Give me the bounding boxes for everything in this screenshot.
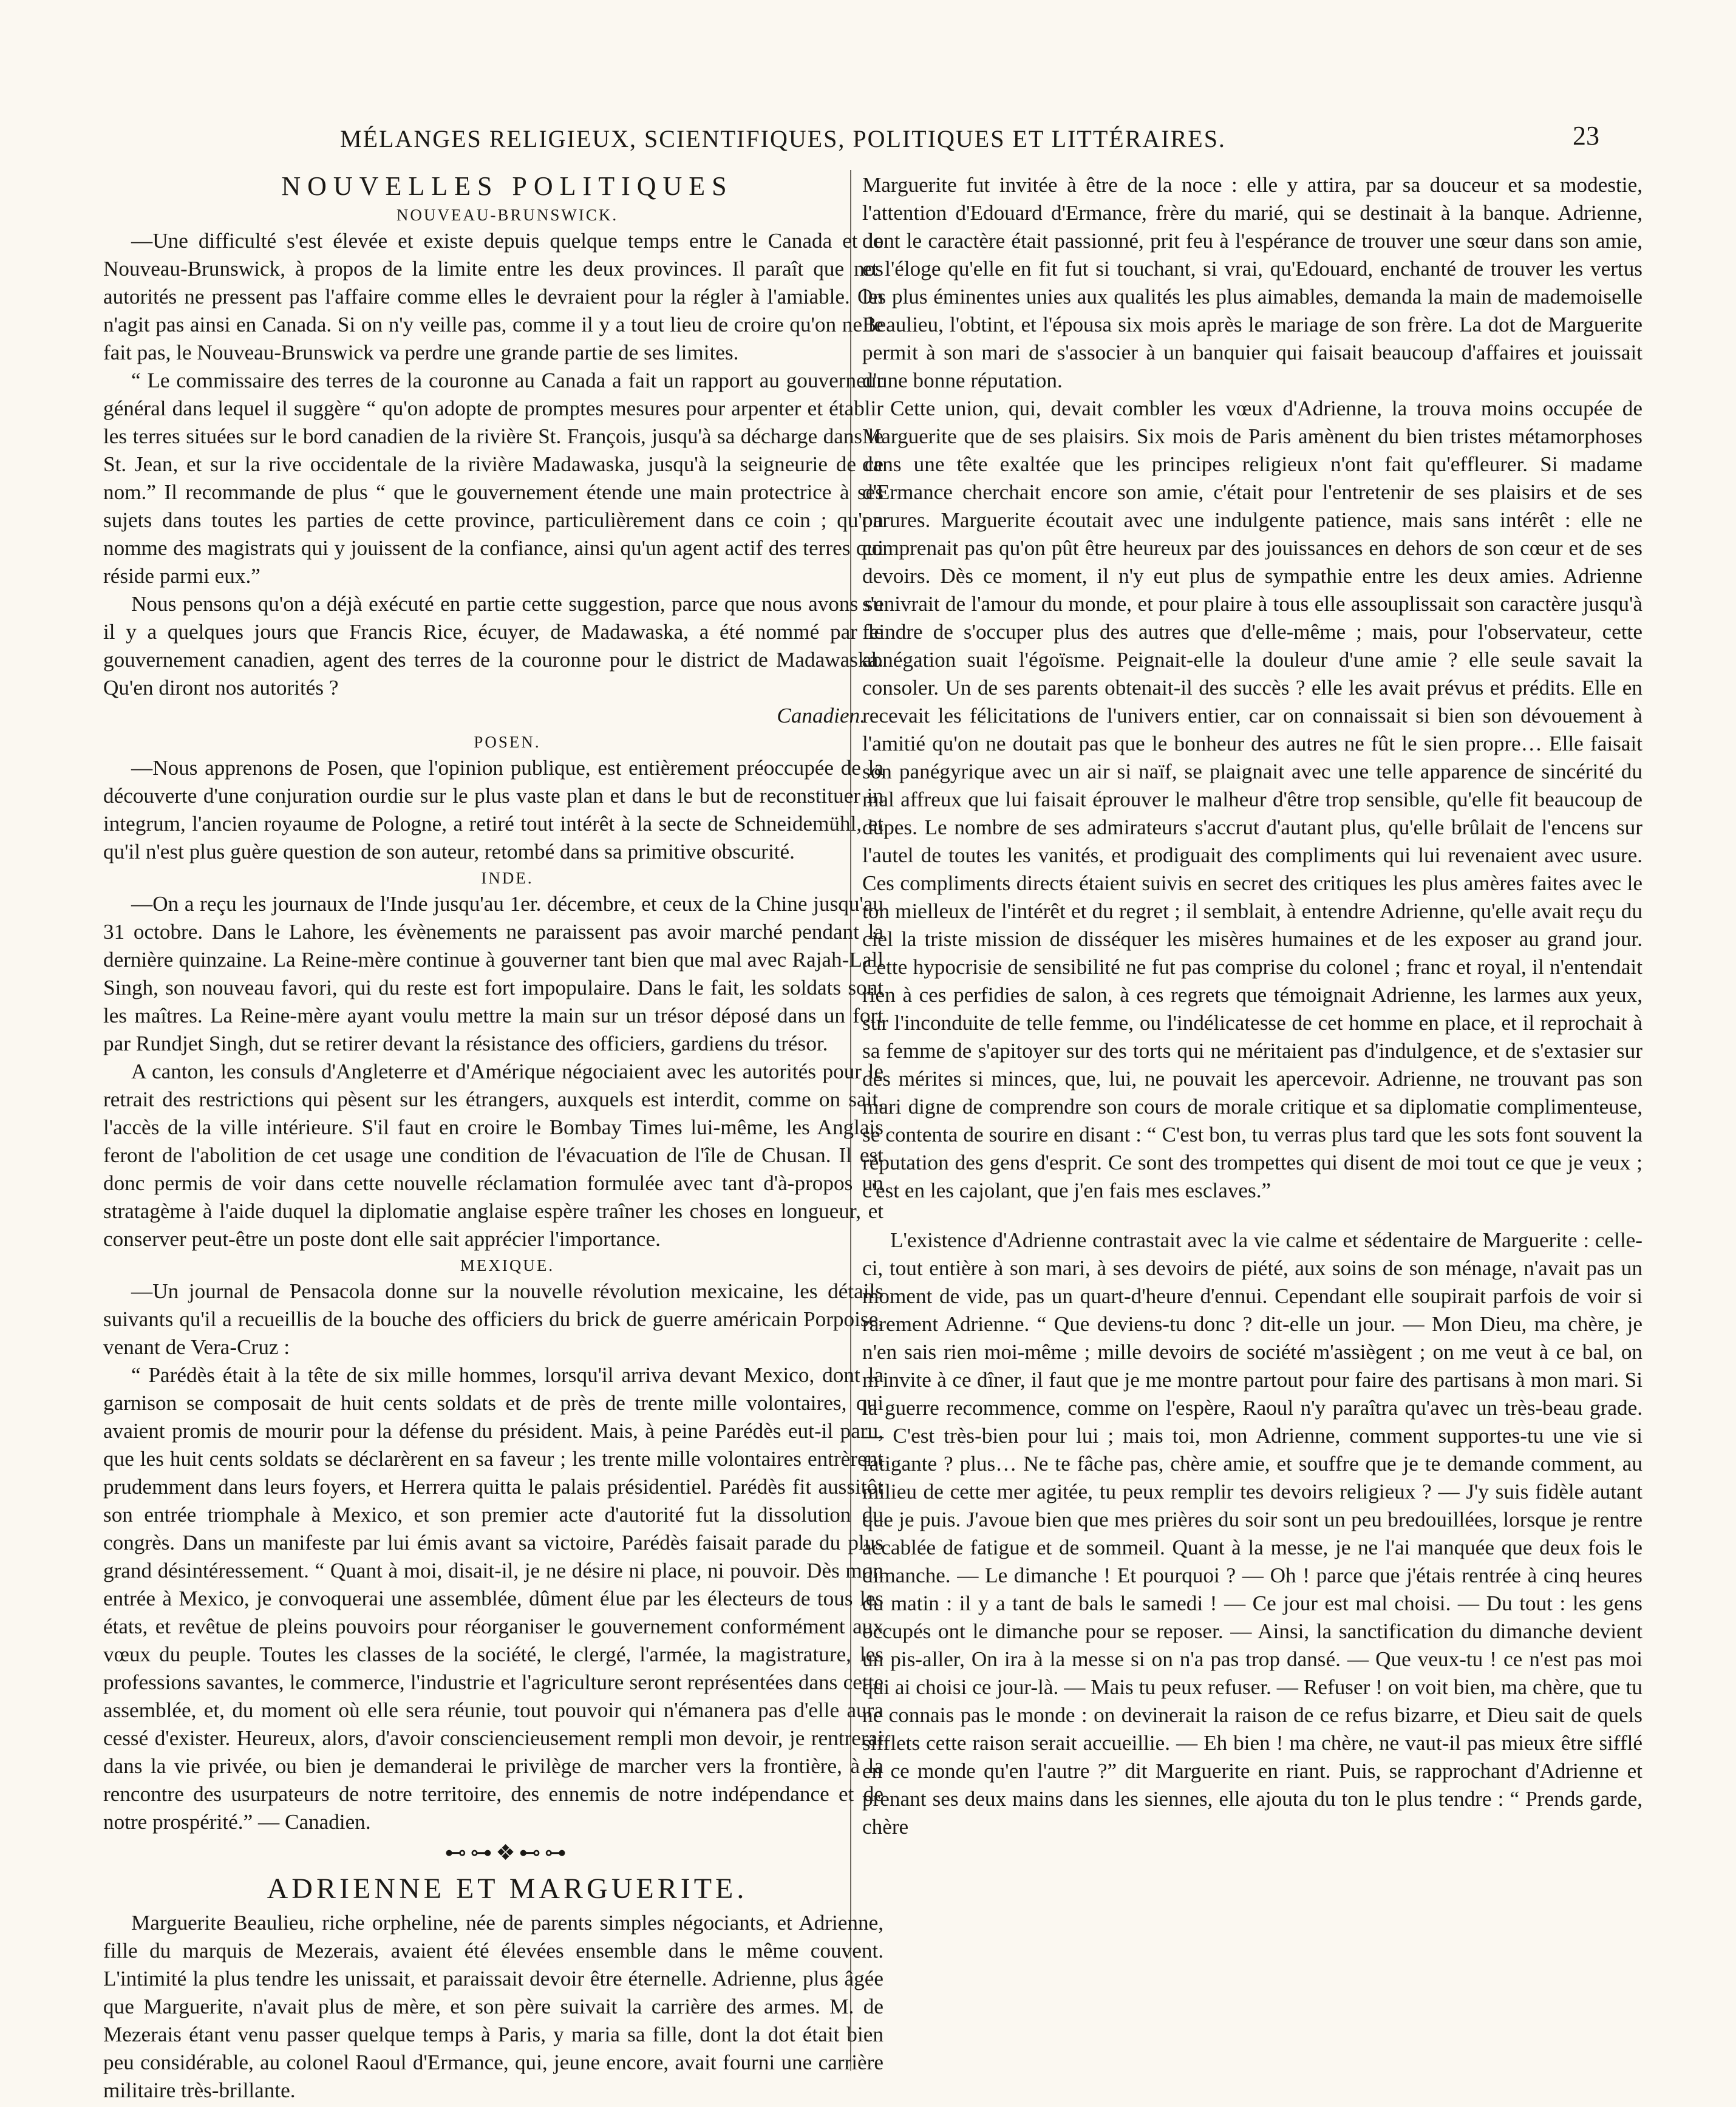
story-paragraph-2: Marguerite fut invitée à être de la noce : elle y attira, par sa douceur et sa modestie, l'attention d'Edouard d'Ermance, frère du marié, qui se destinait à la banque. Adrienne, dont le caractère était passionné, prit feu à l'espérance de trouver une sœur dans son amie, et l'éloge qu'elle en fit fut si touchant, si vrai, qu'Edouard, enchanté de trouver les vertus les plus éminentes unies aux qualités les plus aimables, demanda la main de mademoiselle Beaulieu, l'obtint, et l'épousa six mois après le mariage de son frère. La dot de Marguerite permit à son mari de s'associer à un banquier qui faisait beaucoup d'affaires et jouissait d'une bonne réputation. [862, 173, 1642, 392]
nb-paragraph-3: Nous pensons qu'on a déjà exécuté en partie cette suggestion, parce que nous avons su il y a quelques jours que Francis Rice, écuyer, de Madawaska, a été nommé par le gouvernement canadien, agent des terres de la couronne pour le district de Madawaska. Qu'en diront nos autorités ? [103, 592, 883, 699]
story-paragraph-3: Cette union, qui, devait combler les vœux d'Adrienne, la trouva moins occupée de Marguerite que de ses plaisirs. Six mois de Paris amènent du bien tristes métamorphoses dans une tête exaltée que les principes religieux n'ont fait qu'effleurer. Si madame d'Ermance cherchait encore son amie, c'était pour l'entretenir de ses plaisirs et de ses parures. Marguerite écoutait avec une indulgente patience, mais sans intérêt : elle ne comprenait pas qu'on pût être heureux par des jouissances en dehors de son cœur et de ses devoirs. Dès ce moment, il n'y eut plus de sympathie entre les deux amies. Adrienne s'enivrait de l'amour du monde, et pour plaire à tous elle assouplissait son caractère jusqu'à feindre de s'occuper plus des autres que d'elle-même ; mais, pour l'observateur, cette abnégation suait l'égoïsme. Peignait-elle la douleur d'une amie ? elle seule savait la consoler. Un de ses parents obtenait-il des succès ? elle les avait prévus et prédits. Elle en recevait les félicitations de l'univers entier, car on connaissait si bien son dévouement à l'amitié qu'on ne doutait pas que le bonheur des autres ne fût le sien propre… Elle faisait son panégyrique avec un air si naïf, se plaignait avec une telle apparence de sincérité du mal affreux que lui faisait éprouver le malheur d'être trop sensible, qu'elle fit beaucoup de dupes. Le nombre de ses admirateurs s'accrut d'autant plus, qu'elle brûlait de l'encens sur l'autel de toutes les vanités, et prodiguait des compliments qui lui revenaient avec usure. Ces compliments directs étaient suivis en secret des critiques les plus amères faites avec le ton mielleux de l'intérêt et du regret ; il semblait, à entendre Adrienne, qu'elle avait reçu du ciel la triste mission de disséquer les misères humaines et de les exposer au grand jour. Cette hypocrisie de sensibilité ne fut pas comprise du colonel ; franc et royal, il n'entendait rien à ces perfidies de salon, à ces regrets que témoignait Adrienne, les larmes aux yeux, sur l'inconduite de telle femme, ou l'indélicatesse de cet homme en place, et il reprochait à sa femme de s'apitoyer sur des torts qui ne méritaient pas d'indulgence, et de s'extasier sur des mérites si minces, que, lui, ne pouvait les apercevoir. Adrienne, ne trouvant pas son mari digne de comprendre son cours de morale critique et sa diplomatie complimenteuse, se contenta de sourire en disant : “ C'est bon, tu verras plus tard que les sots font souvent la réputation des gens d'esprit. Ce sont des trompettes qui disent de moi tout ce que je veux ; c'est en les cajolant, que j'en fais mes esclaves.” [862, 397, 1642, 1202]
nb-signature: Canadien. [777, 704, 865, 727]
nb-paragraph-2: “ Le commissaire des terres de la couronne au Canada a fait un rapport au gouverneur général dans lequel il suggère “ qu'on adopte de promptes mesures pour arpenter et établir les terres situées sur le bord canadien de la rivière St. François, jusqu'à sa décharge dans le St. Jean, et sur la rive occidentale de la rivière Madawaska, jusqu'à la seigneurie de ce nom.” Il recommande de plus “ que le gouvernement étende une main protectrice à ses sujets dans toutes les parties de cette province, particulièrement dans ce coin ; qu'on nomme des magistrats qui y jouissent de la confiance, ainsi qu'un agent actif des terres qui réside parmi eux.” [103, 369, 883, 588]
nb-paragraph-1: —Une difficulté s'est élevée et existe depuis quelque temps entre le Canada et le Nouveau-Brunswick, à propos de la limite entre les deux provinces. Il paraît que nos autorités ne pressent pas l'affaire comme elles le devraient pour la régler à l'amiable. On n'agit pas ainsi en Canada. Si on n'y veille pas, comme il y a tout lieu de croire qu'on ne le fait pas, le Nouveau-Brunswick va perdre une grande partie de ses limites. [103, 229, 883, 364]
story-title: ADRIENNE ET MARGUERITE. [267, 1873, 748, 1905]
inde-paragraph-2: A canton, les consuls d'Angleterre et d'Amérique négociaient avec les autorités pour le retrait des restrictions qui pèsent sur les étrangers, auxquels est interdit, comme on sait, l'accès de la ville intérieure. S'il faut en croire le Bombay Times lui-même, les Anglais feront de l'abolition de cet usage une condition de l'évacuation de l'île de Chusan. Il est donc permis de voir dans cette nouvelle réclamation formulée avec tant d'à-propos un stratagème à l'aide duquel la diplomatie anglaise espère traîner les choses en longueur, et conserver peut-être un poste dont elle sait apprécier l'importance. [103, 1060, 883, 1251]
story-paragraph-1: Marguerite Beaulieu, riche orpheline, née de parents simples négociants, et Adrienne, fille du marquis de Mezerais, avaient été élevées ensemble dans le même couvent. L'intimité la plus tendre les unissait, et paraissait devoir être éternelle. Adrienne, plus âgée que Marguerite, n'avait plus de mère, et son père suivait la carrière des armes. M. de Mezerais étant venu passer quelque temps à Paris, y maria sa fille, dont la dot était bien peu considérable, au colonel Raoul d'Ermance, qui, jeune encore, avait fourni une carrière militaire très-brillante. [103, 1911, 883, 2102]
mexique-heading: MEXIQUE. [460, 1256, 555, 1275]
right-column [862, 171, 1642, 2090]
posen-paragraph: —Nous apprenons de Posen, que l'opinion publique, est entièrement préoccupée de la découverte d'une conjuration ourdie sur le plus vaste plan et dans le but de reconstituer in integrum, l'ancien royaume de Pologne, a retiré tout intérêt à la secte de Schneidemühl, et qu'il n'est plus guère question de son auteur, retombé dans sa primitive obscurité. [103, 756, 883, 863]
inde-heading: INDE. [481, 869, 534, 887]
story-paragraph-4: L'existence d'Adrienne contrastait avec la vie calme et sédentaire de Marguerite : celle-ci, tout entière à son mari, à ses devoirs de piété, aux soins de son ménage, n'avait pas un moment de vide, pas un quart-d'heure d'ennui. Cependant elle soupirait parfois de voir si rarement Adrienne. “ Que deviens-tu donc ? dit-elle un jour. — Mon Dieu, ma chère, je n'en sais rien moi-même ; mille devoirs de société m'assiègent ; on me veut à ce bal, on m'invite à ce dîner, il faut que je me montre partout pour faire des partisans à mon mari. Si la guerre recommence, comme on l'espère, Raoul n'y paraîtra qu'avec un très-beau grade. — C'est très-bien pour lui ; mais toi, mon Adrienne, comment supportes-tu une vie si fatigante ? plus… Ne te fâche pas, chère amie, et souffre que je te demande comment, au milieu de cette mer agitée, tu peux remplir tes devoirs religieux ? — J'y suis fidèle autant que je puis. J'avoue bien que mes prières du soir sont un peu bredouillées, lorsque je rentre accablée de fatigue et de sommeil. Quant à la messe, je ne l'ai manquée que deux fois le dimanche. — Le dimanche ! Et pourquoi ? — Oh ! parce que j'étais rentrée à cinq heures du matin : il y a tant de bals le samedi ! — Ce jour est mal choisi. — Du tout : les gens occupés ont le dimanche pour se reposer. — Ainsi, la sanctification du dimanche devient un pis-aller, On ira à la messe si on n'a pas trop dansé. — Que veux-tu ! ce n'est pas moi qui ai choisi ce jour-là. — Mais tu peux refuser. — Refuser ! on voit bien, ma chère, que tu ne connais pas le monde : on devinerait la raison de ce refus bizarre, et Dieu sait de quels sifflets cette raison serait accueillie. — Eh bien ! ma chère, ne vaut-il pas mieux être sifflé en ce monde qu'en l'autre ?” dit Marguerite en riant. Puis, se rapprochant d'Adrienne et prenant ses deux mains dans les siennes, elle ajouta du ton le plus tendre : “ Prends garde, chère [862, 1228, 1642, 1839]
left-column [103, 170, 883, 2102]
inde-paragraph-1: —On a reçu les journaux de l'Inde jusqu'au 1er. décembre, et ceux de la Chine jusqu'au 31 octobre. Dans le Lahore, les évènements ne paraissent pas avoir marché pendant la dernière quinzaine. La Reine-mère continue à gouverner tant bien que mal avec Rajah-Lall Singh, son nouveau favori, qui du reste est fort impopulaire. Dans le fait, les soldats sont les maîtres. La Reine-mère ayant voulu mettre la main sur un trésor déposé dans un fort par Rundjet Singh, dut se retirer devant la résistance des officiers, gardiens du trésor. [103, 892, 883, 1055]
running-head: MÉLANGES RELIGIEUX, SCIENTIFIQUES, POLITIQUES ET LITTÉRAIRES. [340, 125, 1226, 152]
ornament-divider: ⊷⊶❖⊷⊶ [444, 1840, 570, 1865]
mexique-paragraph-2: “ Parédès était à la tête de six mille hommes, lorsqu'il arriva devant Mexico, dont la garnison se composait de huit cents soldats et de près de trente mille volontaires, qui avaient promis de mourir pour la défense du président. Mais, à peine Parédès eut-il paru, que les huit cents soldats se déclarèrent en sa faveur ; les trente mille volontaires entrèrent prudemment dans leurs foyers, et Herrera quitta le palais présidentiel. Parédès fit aussitôt son entrée triomphale à Mexico, et son premier acte d'autorité fut la dissolution du congrès. Dans un manifeste par lui émis avant sa victoire, Parédès faisait parade du plus grand désintéressement. “ Quant à moi, disait-il, je ne désire ni place, ni pouvoir. Dès mon entrée à Mexico, je convoquerai une assemblée, dûment élue par les électeurs de tous les états, et revêtue de pleins pouvoirs pour réorganiser le gouvernement conformément aux vœux du peuple. Toutes les classes de la société, le clergé, l'armée, la magistrature, les professions savantes, le commerce, l'industrie et l'agriculture seront représentées dans cette assemblée, et, du moment où elle sera réunie, tout pouvoir qui n'émanera pas d'elle aura cessé d'exister. Heureux, alors, d'avoir consciencieusement rempli mon devoir, je rentrerai dans la vie privée, ou bien je demanderai le privilège de marcher vers la frontière, à la rencontre des usurpateurs de notre territoire, des ennemis de notre indépendance et de notre prospérité.” — Canadien. [103, 1363, 883, 1834]
mexique-paragraph-1: —Un journal de Pensacola donne sur la nouvelle révolution mexicaine, les détails suivants qu'il a recueillis de la bouche des officiers du brick de guerre américain Porpoise, venant de Vera-Cruz : [103, 1279, 883, 1359]
posen-heading: POSEN. [474, 733, 541, 751]
section-title: NOUVELLES POLITIQUES [281, 171, 734, 201]
page-number: 23 [1573, 121, 1599, 151]
nb-heading: NOUVEAU-BRUNSWICK. [396, 206, 619, 224]
